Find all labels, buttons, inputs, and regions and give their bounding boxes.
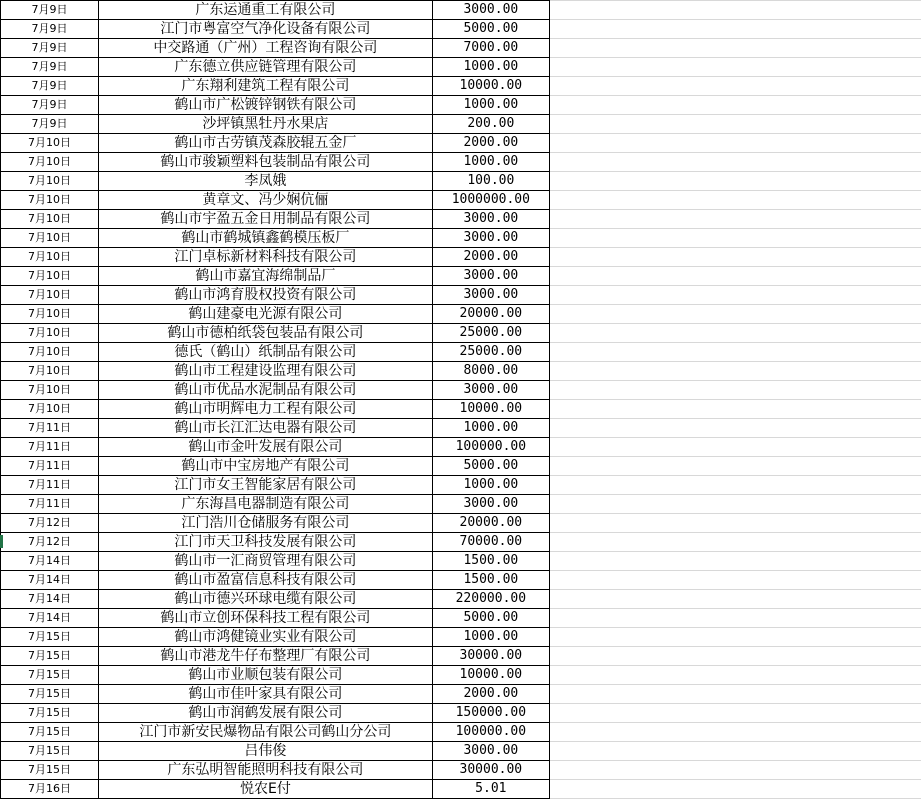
date-cell[interactable]: 7月11日	[1, 419, 99, 438]
date-cell[interactable]: 7月10日	[1, 248, 99, 267]
table-row	[1, 286, 921, 305]
amount-cell[interactable]: 1000.00	[432, 58, 549, 77]
table-row	[1, 590, 921, 609]
empty-cell[interactable]	[549, 666, 921, 685]
date-cell[interactable]: 7月10日	[1, 381, 99, 400]
table-row	[1, 514, 921, 533]
amount-cell[interactable]: 100000.00	[432, 723, 549, 742]
date-cell[interactable]: 7月10日	[1, 305, 99, 324]
table-row	[1, 685, 921, 704]
empty-cell[interactable]	[549, 58, 921, 77]
amount-cell[interactable]: 30000.00	[432, 761, 549, 780]
date-cell[interactable]: 7月9日	[1, 115, 99, 134]
donor-name-cell[interactable]: 沙坪镇黑牡丹水果店	[98, 115, 432, 134]
empty-cell[interactable]	[549, 438, 921, 457]
date-cell[interactable]: 7月14日	[1, 552, 99, 571]
date-cell[interactable]: 7月9日	[1, 20, 99, 39]
date-cell[interactable]: 7月10日	[1, 286, 99, 305]
donor-name-cell[interactable]: 吕伟俊	[98, 742, 432, 761]
empty-cell[interactable]	[549, 39, 921, 58]
empty-cell[interactable]	[549, 1, 921, 20]
amount-cell[interactable]: 3000.00	[432, 742, 549, 761]
table-row	[1, 533, 921, 552]
amount-cell[interactable]: 1000.00	[432, 419, 549, 438]
amount-cell[interactable]: 1000.00	[432, 96, 549, 115]
empty-cell[interactable]	[549, 419, 921, 438]
donor-name-cell[interactable]: 鹤山市宇盈五金日用制品有限公司	[98, 210, 432, 229]
date-cell[interactable]: 7月16日	[1, 780, 99, 799]
date-cell[interactable]: 7月11日	[1, 495, 99, 514]
amount-cell[interactable]: 3000.00	[432, 381, 549, 400]
donor-name-cell[interactable]: 鹤山市佳叶家具有限公司	[98, 685, 432, 704]
empty-cell[interactable]	[549, 343, 921, 362]
amount-cell[interactable]: 2000.00	[432, 685, 549, 704]
empty-cell[interactable]	[549, 400, 921, 419]
donor-name-cell[interactable]: 鹤山市德兴环球电缆有限公司	[98, 590, 432, 609]
amount-cell[interactable]: 1000.00	[432, 628, 549, 647]
empty-cell[interactable]	[549, 381, 921, 400]
table-row	[1, 324, 921, 343]
amount-cell[interactable]: 200.00	[432, 115, 549, 134]
amount-cell[interactable]: 5000.00	[432, 609, 549, 628]
amount-cell[interactable]: 220000.00	[432, 590, 549, 609]
amount-cell[interactable]: 20000.00	[432, 305, 549, 324]
date-cell[interactable]: 7月15日	[1, 628, 99, 647]
date-cell[interactable]: 7月11日	[1, 438, 99, 457]
empty-cell[interactable]	[549, 20, 921, 39]
amount-cell[interactable]: 25000.00	[432, 343, 549, 362]
table-row	[1, 400, 921, 419]
amount-cell[interactable]: 150000.00	[432, 704, 549, 723]
table-row	[1, 742, 921, 761]
table-row	[1, 305, 921, 324]
date-cell[interactable]: 7月15日	[1, 742, 99, 761]
amount-cell[interactable]: 10000.00	[432, 77, 549, 96]
donor-name-cell[interactable]: 鹤山市盈富信息科技有限公司	[98, 571, 432, 590]
table-row	[1, 191, 921, 210]
table-row	[1, 476, 921, 495]
table-row	[1, 172, 921, 191]
date-cell[interactable]: 7月9日	[1, 39, 99, 58]
empty-cell[interactable]	[549, 514, 921, 533]
donor-name-cell[interactable]: 广东运通重工有限公司	[98, 1, 432, 20]
table-row	[1, 571, 921, 590]
donor-name-cell[interactable]: 鹤山市优品水泥制品有限公司	[98, 381, 432, 400]
empty-cell[interactable]	[549, 229, 921, 248]
donor-name-cell[interactable]: 鹤山市一汇商贸管理有限公司	[98, 552, 432, 571]
table-row	[1, 362, 921, 381]
date-cell[interactable]: 7月15日	[1, 723, 99, 742]
amount-cell[interactable]: 1000.00	[432, 476, 549, 495]
table-row	[1, 381, 921, 400]
date-cell[interactable]: 7月15日	[1, 685, 99, 704]
empty-cell[interactable]	[549, 476, 921, 495]
donor-name-cell[interactable]: 鹤山市港龙牛仔布整理厂有限公司	[98, 647, 432, 666]
table-row	[1, 609, 921, 628]
table-row	[1, 39, 921, 58]
donor-name-cell[interactable]: 悦农E付	[98, 780, 432, 799]
amount-cell[interactable]: 3000.00	[432, 229, 549, 248]
donor-name-cell[interactable]: 德氏（鹤山）纸制品有限公司	[98, 343, 432, 362]
table-row	[1, 343, 921, 362]
date-cell[interactable]: 7月10日	[1, 267, 99, 286]
date-cell[interactable]: 7月14日	[1, 609, 99, 628]
donor-name-cell[interactable]: 广东弘明智能照明科技有限公司	[98, 761, 432, 780]
date-cell[interactable]: 7月9日	[1, 77, 99, 96]
amount-cell[interactable]: 25000.00	[432, 324, 549, 343]
empty-cell[interactable]	[549, 495, 921, 514]
empty-cell[interactable]	[549, 267, 921, 286]
donor-name-cell[interactable]: 江门市天卫科技发展有限公司	[98, 533, 432, 552]
amount-cell[interactable]: 1500.00	[432, 571, 549, 590]
empty-cell[interactable]	[549, 248, 921, 267]
date-cell[interactable]: 7月15日	[1, 704, 99, 723]
donation-table-body	[1, 1, 921, 799]
empty-cell[interactable]	[549, 286, 921, 305]
amount-cell[interactable]: 3000.00	[432, 286, 549, 305]
donor-name-cell[interactable]: 鹤山市骏颖塑料包装制品有限公司	[98, 153, 432, 172]
date-cell[interactable]: 7月10日	[1, 153, 99, 172]
donor-name-cell[interactable]: 鹤山市中宝房地产有限公司	[98, 457, 432, 476]
donor-name-cell[interactable]: 鹤山市鹤城镇鑫鹤模压板厂	[98, 229, 432, 248]
donor-name-cell[interactable]: 鹤山市鸿健镜业实业有限公司	[98, 628, 432, 647]
empty-cell[interactable]	[549, 191, 921, 210]
date-cell[interactable]: 7月10日	[1, 324, 99, 343]
empty-cell[interactable]	[549, 210, 921, 229]
date-cell[interactable]: 7月10日	[1, 229, 99, 248]
donor-name-cell[interactable]: 广东海昌电器制造有限公司	[98, 495, 432, 514]
empty-cell[interactable]	[549, 362, 921, 381]
amount-cell[interactable]: 1000000.00	[432, 191, 549, 210]
amount-cell[interactable]: 2000.00	[432, 248, 549, 267]
date-cell[interactable]: 7月9日	[1, 96, 99, 115]
empty-cell[interactable]	[549, 761, 921, 780]
donor-name-cell[interactable]: 鹤山市鸿育股权投资有限公司	[98, 286, 432, 305]
table-row	[1, 628, 921, 647]
amount-cell[interactable]: 5000.00	[432, 20, 549, 39]
date-cell[interactable]: 7月11日	[1, 476, 99, 495]
date-cell[interactable]: 7月10日	[1, 172, 99, 191]
empty-cell[interactable]	[549, 96, 921, 115]
table-row	[1, 495, 921, 514]
date-cell[interactable]: 7月12日	[1, 514, 99, 533]
date-cell[interactable]: 7月14日	[1, 590, 99, 609]
amount-cell[interactable]: 1500.00	[432, 552, 549, 571]
date-cell[interactable]: 7月10日	[1, 343, 99, 362]
empty-cell[interactable]	[549, 115, 921, 134]
amount-cell[interactable]: 8000.00	[432, 362, 549, 381]
table-row	[1, 666, 921, 685]
table-row	[1, 647, 921, 666]
table-row	[1, 96, 921, 115]
amount-cell[interactable]: 3000.00	[432, 495, 549, 514]
date-cell[interactable]: 7月10日	[1, 191, 99, 210]
date-cell[interactable]: 7月11日	[1, 457, 99, 476]
table-row	[1, 210, 921, 229]
donor-name-cell[interactable]: 鹤山建豪电光源有限公司	[98, 305, 432, 324]
amount-cell[interactable]: 30000.00	[432, 647, 549, 666]
empty-cell[interactable]	[549, 609, 921, 628]
table-row	[1, 438, 921, 457]
table-row	[1, 780, 921, 799]
donor-name-cell[interactable]: 江门卓标新材料科技有限公司	[98, 248, 432, 267]
amount-cell[interactable]: 7000.00	[432, 39, 549, 58]
amount-cell[interactable]: 100.00	[432, 172, 549, 191]
donor-name-cell[interactable]: 江门市新安民爆物品有限公司鹤山分公司	[98, 723, 432, 742]
table-row	[1, 58, 921, 77]
amount-cell[interactable]: 5.01	[432, 780, 549, 799]
empty-cell[interactable]	[549, 628, 921, 647]
table-row	[1, 248, 921, 267]
amount-cell[interactable]: 10000.00	[432, 666, 549, 685]
table-row	[1, 419, 921, 438]
amount-cell[interactable]: 3000.00	[432, 267, 549, 286]
donor-name-cell[interactable]: 鹤山市业顺包装有限公司	[98, 666, 432, 685]
donor-name-cell[interactable]: 鹤山市广松镀锌钢铁有限公司	[98, 96, 432, 115]
amount-cell[interactable]: 5000.00	[432, 457, 549, 476]
table-row	[1, 77, 921, 96]
amount-cell[interactable]: 3000.00	[432, 1, 549, 20]
donor-name-cell[interactable]: 鹤山市长江汇达电器有限公司	[98, 419, 432, 438]
date-cell[interactable]: 7月9日	[1, 1, 99, 20]
donor-name-cell[interactable]: 鹤山市德柏纸袋包装品有限公司	[98, 324, 432, 343]
date-cell[interactable]: 7月10日	[1, 362, 99, 381]
donor-name-cell[interactable]: 中交路通（广州）工程咨询有限公司	[98, 39, 432, 58]
donor-name-cell[interactable]: 广东翔利建筑工程有限公司	[98, 77, 432, 96]
date-cell[interactable]: 7月15日	[1, 647, 99, 666]
empty-cell[interactable]	[549, 780, 921, 799]
empty-cell[interactable]	[549, 742, 921, 761]
donor-name-cell[interactable]: 江门浩川仓储服务有限公司	[98, 514, 432, 533]
donor-name-cell[interactable]: 鹤山市金叶发展有限公司	[98, 438, 432, 457]
donor-name-cell[interactable]: 鹤山市古劳镇茂森胶辊五金厂	[98, 134, 432, 153]
empty-cell[interactable]	[549, 153, 921, 172]
date-cell[interactable]: 7月15日	[1, 666, 99, 685]
donor-name-cell[interactable]: 鹤山市工程建设监理有限公司	[98, 362, 432, 381]
empty-cell[interactable]	[549, 590, 921, 609]
date-cell[interactable]: 7月10日	[1, 134, 99, 153]
empty-cell[interactable]	[549, 457, 921, 476]
amount-cell[interactable]: 10000.00	[432, 400, 549, 419]
empty-cell[interactable]	[549, 172, 921, 191]
donor-name-cell[interactable]: 鹤山市明辉电力工程有限公司	[98, 400, 432, 419]
table-row	[1, 267, 921, 286]
date-cell[interactable]: 7月9日	[1, 58, 99, 77]
amount-cell[interactable]: 100000.00	[432, 438, 549, 457]
amount-cell[interactable]: 3000.00	[432, 210, 549, 229]
empty-cell[interactable]	[549, 134, 921, 153]
table-row	[1, 552, 921, 571]
table-row	[1, 723, 921, 742]
table-row	[1, 704, 921, 723]
table-row	[1, 153, 921, 172]
amount-cell[interactable]: 1000.00	[432, 153, 549, 172]
empty-cell[interactable]	[549, 324, 921, 343]
date-cell[interactable]: 7月10日	[1, 210, 99, 229]
empty-cell[interactable]	[549, 305, 921, 324]
date-cell[interactable]: 7月14日	[1, 571, 99, 590]
empty-cell[interactable]	[549, 647, 921, 666]
empty-cell[interactable]	[549, 704, 921, 723]
table-row	[1, 229, 921, 248]
table-row	[1, 115, 921, 134]
donor-name-cell[interactable]: 鹤山市嘉宜海绵制品厂	[98, 267, 432, 286]
table-row	[1, 134, 921, 153]
amount-cell[interactable]: 20000.00	[432, 514, 549, 533]
donor-name-cell[interactable]: 鹤山市润鹤发展有限公司	[98, 704, 432, 723]
donor-name-cell[interactable]: 黄章文、冯少娴伉俪	[98, 191, 432, 210]
donor-name-cell[interactable]: 广东德立供应链管理有限公司	[98, 58, 432, 77]
empty-cell[interactable]	[549, 77, 921, 96]
donor-name-cell[interactable]: 江门市女王智能家居有限公司	[98, 476, 432, 495]
table-row	[1, 457, 921, 476]
empty-cell[interactable]	[549, 533, 921, 552]
empty-cell[interactable]	[549, 723, 921, 742]
date-cell[interactable]: 7月12日	[1, 533, 99, 552]
date-cell[interactable]: 7月10日	[1, 400, 99, 419]
donor-name-cell[interactable]: 李凤娥	[98, 172, 432, 191]
table-row	[1, 761, 921, 780]
date-cell[interactable]: 7月15日	[1, 761, 99, 780]
table-row	[1, 1, 921, 20]
amount-cell[interactable]: 70000.00	[432, 533, 549, 552]
donor-name-cell[interactable]: 鹤山市立创环保科技工程有限公司	[98, 609, 432, 628]
table-row	[1, 20, 921, 39]
empty-cell[interactable]	[549, 685, 921, 704]
row-selection-marker	[0, 535, 3, 548]
donor-name-cell[interactable]: 江门市粤富空气净化设备有限公司	[98, 20, 432, 39]
empty-cell[interactable]	[549, 571, 921, 590]
amount-cell[interactable]: 2000.00	[432, 134, 549, 153]
empty-cell[interactable]	[549, 552, 921, 571]
